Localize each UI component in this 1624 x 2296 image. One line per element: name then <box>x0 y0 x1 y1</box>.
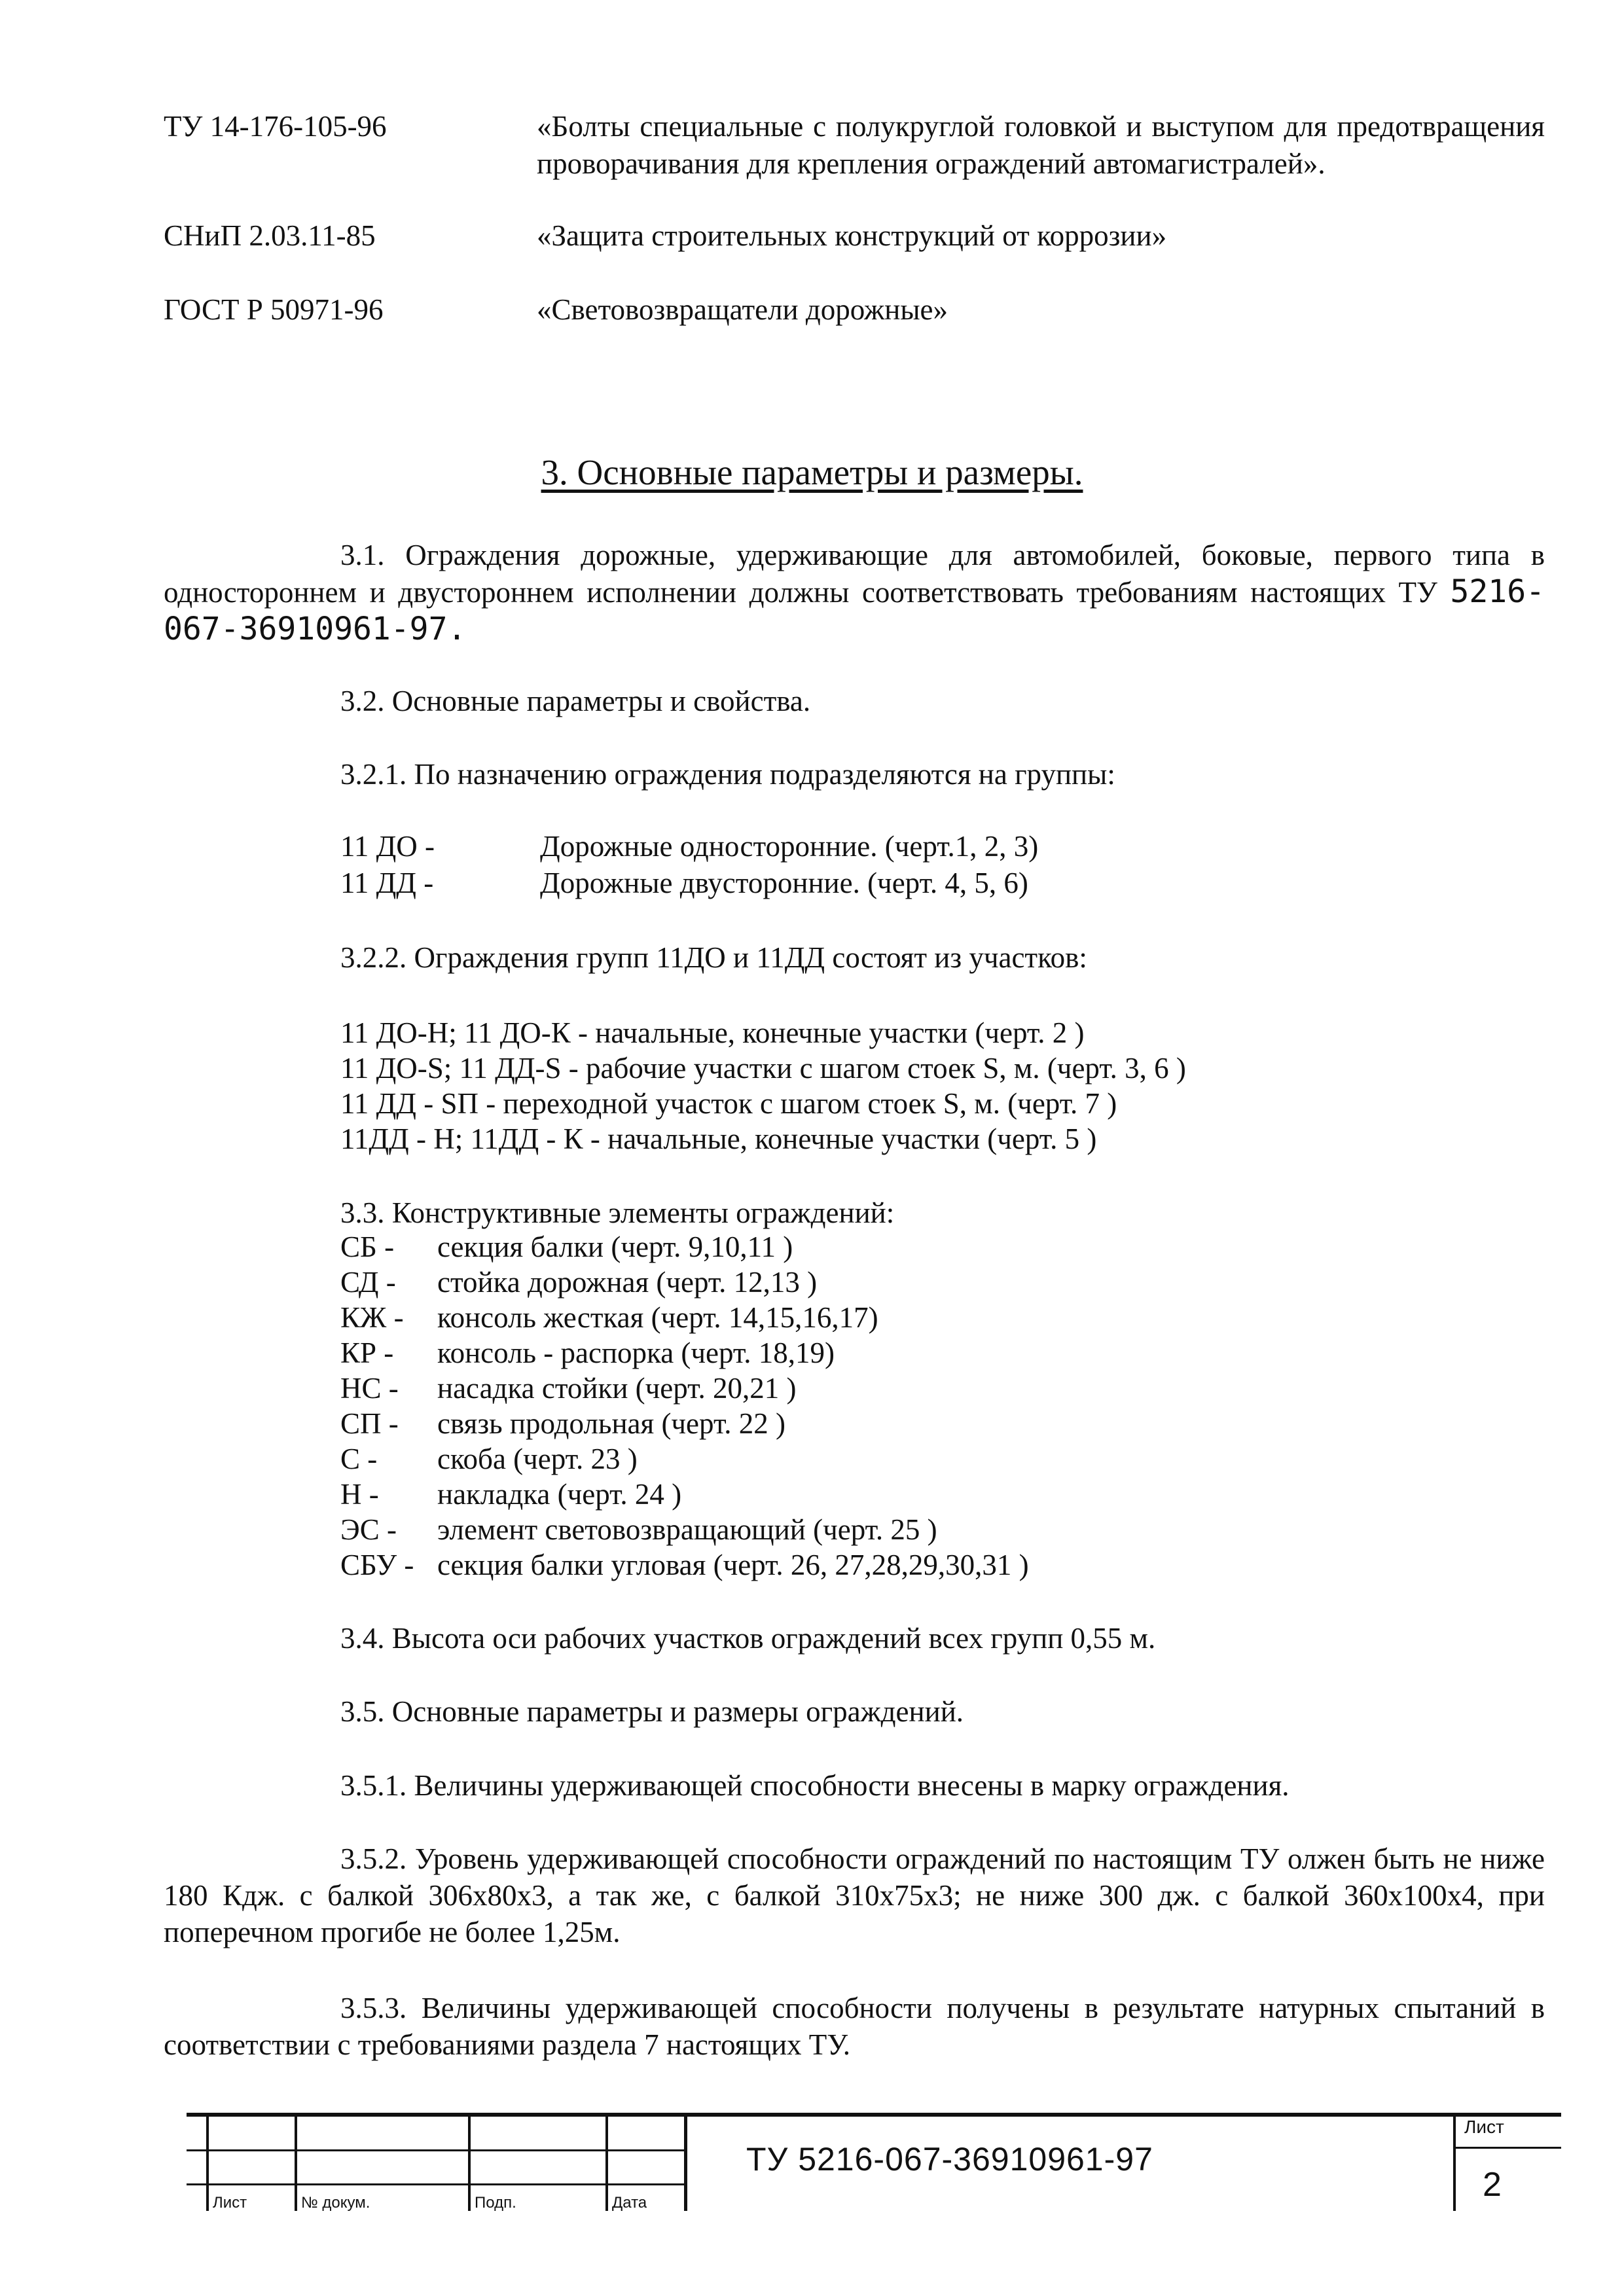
reference-title: «Болты специальные с полукруглой головкой и выступом для предотвращения проворачивания для крепления ограждений автомагистралей». <box>537 110 1545 180</box>
stamp-column-divider <box>1453 2113 1456 2211</box>
element-description: накладка (черт. 24 ) <box>437 1478 682 1511</box>
reference-item <box>164 108 1545 223</box>
paragraph-3-5-1: 3.5.1. Величины удерживающей способности внесены в марку ограждения. <box>340 1769 1290 1802</box>
stamp-col-label: Дата <box>612 2194 647 2212</box>
element-code: С - <box>340 1443 378 1475</box>
group-description: Дорожные односторонние. (черт.1, 2, 3) <box>540 830 1039 863</box>
reference-title: «Световозвращатели дорожные» <box>537 293 948 326</box>
element-description: консоль - распорка (черт. 18,19) <box>437 1336 835 1369</box>
list-item: 11 ДД - SП - переходной участок с шагом стоек S, м. (черт. 7 ) <box>340 1087 1117 1120</box>
reference-item <box>164 217 1545 257</box>
stamp-top-border <box>187 2113 1561 2117</box>
stamp-col-label: № докум. <box>301 2194 370 2212</box>
spec-code: 5216-067-36910961-97. <box>164 573 1545 647</box>
stamp-sheet-number: 2 <box>1483 2166 1502 2204</box>
stamp-col-label: Лист <box>213 2194 247 2212</box>
reference-code: ТУ 14-176-105-96 <box>164 110 387 143</box>
element-description: стойка дорожная (черт. 12,13 ) <box>437 1266 818 1299</box>
stamp-column-divider <box>295 2113 297 2211</box>
element-description: скоба (черт. 23 ) <box>437 1443 638 1475</box>
element-description: связь продольная (черт. 22 ) <box>437 1407 785 1440</box>
group-description: Дорожные двусторонние. (черт. 4, 5, 6) <box>540 867 1028 899</box>
reference-code: СНиП 2.03.11-85 <box>164 219 376 252</box>
stamp-row-divider <box>1453 2147 1561 2149</box>
paragraph-3-1-text: 3.1. Ограждения дорожные, удерживающие для автомобилей, боковые, первого типа в одностороннем и двустороннем исполнении должны соответствовать требованиям настоящих ТУ <box>164 539 1545 609</box>
element-code: СД - <box>340 1266 396 1299</box>
paragraph-3-2: 3.2. Основные параметры и свойства. <box>340 685 811 717</box>
paragraph-3-3: 3.3. Конструктивные элементы ограждений: <box>340 1196 895 1229</box>
group-code: 11 ДО - <box>340 830 435 863</box>
paragraph-3-2-2: 3.2.2. Ограждения групп 11ДО и 11ДД состоят из участков: <box>340 941 1087 974</box>
stamp-document-code: ТУ 5216-067-36910961-97 <box>746 2141 1153 2178</box>
element-code: ЭС - <box>340 1513 397 1546</box>
paragraph-3-4: 3.4. Высота оси рабочих участков ограждений всех групп 0,55 м. <box>340 1622 1156 1655</box>
element-description: секция балки угловая (черт. 26, 27,28,29,30,31 ) <box>437 1549 1029 1581</box>
paragraph-3-1 <box>164 537 1545 648</box>
list-item: 11 ДО-S; 11 ДД-S - рабочие участки с шагом стоек S, м. (черт. 3, 6 ) <box>340 1052 1186 1085</box>
reference-title: «Защита строительных конструкций от коррозии» <box>537 219 1167 252</box>
stamp-col-label: Подп. <box>475 2194 516 2212</box>
element-description: консоль жесткая (черт. 14,15,16,17) <box>437 1301 878 1334</box>
element-code: КЖ - <box>340 1301 404 1334</box>
paragraph-3-2-1: 3.2.1. По назначению ограждения подразделяются на группы: <box>340 758 1115 791</box>
element-description: элемент световозвращающий (черт. 25 ) <box>437 1513 937 1546</box>
element-description: насадка стойки (черт. 20,21 ) <box>437 1372 797 1405</box>
stamp-column-divider <box>605 2113 608 2211</box>
stamp-row-divider <box>187 2183 684 2185</box>
paragraph-3-5-3: 3.5.3. Величины удерживающей способности получены в результате натурных спытаний в соответствии с требованиями раздела 7 настоящих ТУ. <box>164 1992 1545 2061</box>
element-code: СП - <box>340 1407 399 1440</box>
stamp-column-divider <box>468 2113 471 2211</box>
reference-code: ГОСТ Р 50971-96 <box>164 293 384 326</box>
element-code: СБУ - <box>340 1549 414 1581</box>
reference-item <box>164 291 1545 331</box>
element-code: НС - <box>340 1372 399 1405</box>
stamp-sheet-label: Лист <box>1464 2117 1504 2137</box>
group-code: 11 ДД - <box>340 867 434 899</box>
stamp-column-divider <box>684 2113 687 2211</box>
list-item: 11 ДО-Н; 11 ДО-К - начальные, конечные участки (черт. 2 ) <box>340 1016 1085 1049</box>
element-code: Н - <box>340 1478 379 1511</box>
paragraph-3-5: 3.5. Основные параметры и размеры ограждений. <box>340 1695 964 1728</box>
element-code: КР - <box>340 1336 394 1369</box>
paragraph-3-5-2: 3.5.2. Уровень удерживающей способности ограждений по настоящим ТУ олжен быть не ниже 180 Кдж. с балкой 306х80х3, а так же, с балкой 310х75х3; не ниже 300 дж. с балкой 360х100х4, при поперечном прогибе не более 1,25м. <box>164 1842 1545 1948</box>
section-heading: 3. Основные параметры и размеры. <box>541 452 1083 492</box>
title-block <box>187 2113 1561 2217</box>
list-item: 11ДД - Н; 11ДД - К - начальные, конечные участки (черт. 5 ) <box>340 1122 1097 1155</box>
element-code: СБ - <box>340 1230 395 1263</box>
stamp-column-divider <box>206 2113 209 2211</box>
element-description: секция балки (черт. 9,10,11 ) <box>437 1230 793 1263</box>
stamp-row-divider <box>187 2149 684 2151</box>
